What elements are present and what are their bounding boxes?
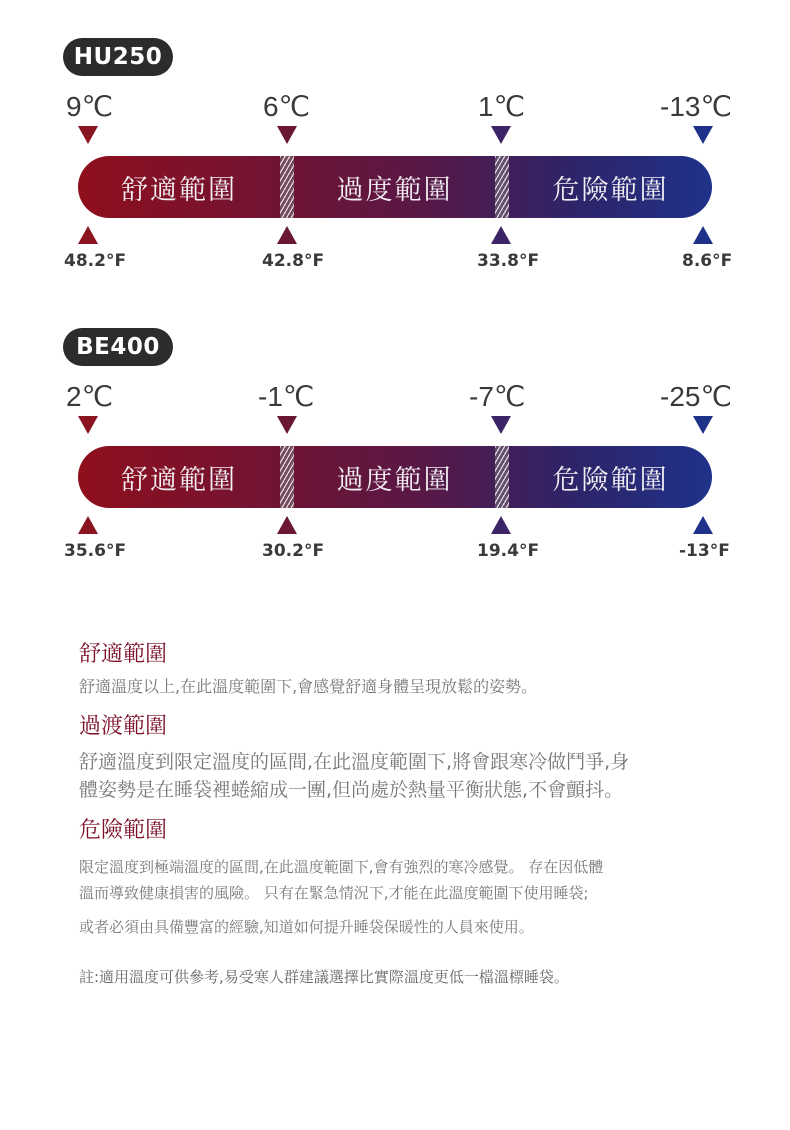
down-marker-1 bbox=[78, 126, 98, 144]
zone-transition-label: 過度範圍 bbox=[336, 174, 453, 206]
section-title: 舒適範圍 bbox=[79, 642, 168, 667]
danger-description bbox=[79, 813, 739, 940]
fahrenheit-label-4: 8.6°F bbox=[682, 251, 733, 271]
section-text: 或者必須由具備豐富的經驗,知道如何提升睡袋保暖性的人員來使用。 bbox=[79, 918, 534, 936]
comfort-description bbox=[79, 637, 739, 700]
down-marker-2 bbox=[277, 126, 297, 144]
celsius-label-2: 6℃ bbox=[263, 91, 311, 122]
fahrenheit-label-1: 35.6°F bbox=[64, 541, 127, 561]
fahrenheit-label-3: 19.4°F bbox=[477, 541, 540, 561]
divider-stripe bbox=[280, 446, 294, 508]
model-badge: HU250 bbox=[63, 38, 173, 76]
up-marker-1 bbox=[78, 226, 98, 244]
section-text: 舒適溫度以上,在此溫度範圍下,會感覺舒適身體呈現放鬆的姿勢。 bbox=[79, 677, 538, 696]
section-title: 過渡範圍 bbox=[79, 714, 168, 739]
transition-description bbox=[79, 709, 739, 804]
footnote: 註:適用溫度可供參考,易受寒人群建議選擇比實際溫度更低一檔溫標睡袋。 bbox=[79, 968, 569, 986]
up-marker-1 bbox=[78, 516, 98, 534]
celsius-label-3: -7℃ bbox=[469, 381, 526, 412]
up-marker-2 bbox=[277, 516, 297, 534]
up-marker-2 bbox=[277, 226, 297, 244]
fahrenheit-label-2: 42.8°F bbox=[262, 251, 325, 271]
celsius-label-1: 9℃ bbox=[66, 91, 114, 122]
temperature-scale-be400 bbox=[0, 328, 790, 578]
temperature-range-bar bbox=[78, 156, 712, 218]
zone-danger-label: 危險範圍 bbox=[552, 464, 669, 496]
section-title: 危險範圍 bbox=[79, 818, 168, 843]
down-marker-4 bbox=[693, 126, 713, 144]
down-marker-3 bbox=[491, 416, 511, 434]
up-marker-4 bbox=[693, 226, 713, 244]
zone-comfort-label: 舒適範圍 bbox=[121, 464, 237, 496]
temperature-range-bar bbox=[78, 446, 712, 508]
celsius-label-1: 2℃ bbox=[66, 381, 114, 412]
section-text: 體姿勢是在睡袋裡蜷縮成一團,但尚處於熱量平衡狀態,不會顫抖。 bbox=[79, 779, 624, 801]
celsius-label-2: -1℃ bbox=[258, 381, 315, 412]
section-text: 溫而導致健康損害的風險。 只有在緊急情況下,才能在此溫度範圍下使用睡袋; bbox=[79, 884, 589, 902]
section-text: 限定溫度到極端溫度的區間,在此溫度範圍下,會有強烈的寒冷感覺。 存在因低體 bbox=[79, 858, 604, 876]
up-marker-4 bbox=[693, 516, 713, 534]
temperature-scale-hu250 bbox=[0, 38, 790, 288]
down-marker-2 bbox=[277, 416, 297, 434]
zone-comfort-label: 舒適範圍 bbox=[121, 174, 237, 206]
fahrenheit-label-2: 30.2°F bbox=[262, 541, 325, 561]
zone-transition-label: 過度範圍 bbox=[336, 464, 453, 496]
up-marker-3 bbox=[491, 226, 511, 244]
celsius-label-3: 1℃ bbox=[478, 91, 526, 122]
down-marker-4 bbox=[693, 416, 713, 434]
down-marker-1 bbox=[78, 416, 98, 434]
divider-stripe bbox=[495, 446, 509, 508]
up-marker-3 bbox=[491, 516, 511, 534]
zone-danger-label: 危險範圍 bbox=[552, 174, 669, 206]
divider-stripe bbox=[280, 156, 294, 218]
fahrenheit-label-3: 33.8°F bbox=[477, 251, 540, 271]
fahrenheit-label-4: -13°F bbox=[679, 541, 730, 561]
model-badge: BE400 bbox=[63, 328, 173, 366]
celsius-label-4: -25℃ bbox=[660, 381, 732, 412]
divider-stripe bbox=[495, 156, 509, 218]
section-text: 舒適溫度到限定溫度的區間,在此溫度範圍下,將會跟寒冷做鬥爭,身 bbox=[79, 751, 630, 773]
down-marker-3 bbox=[491, 126, 511, 144]
fahrenheit-label-1: 48.2°F bbox=[64, 251, 127, 271]
celsius-label-4: -13℃ bbox=[660, 91, 732, 122]
